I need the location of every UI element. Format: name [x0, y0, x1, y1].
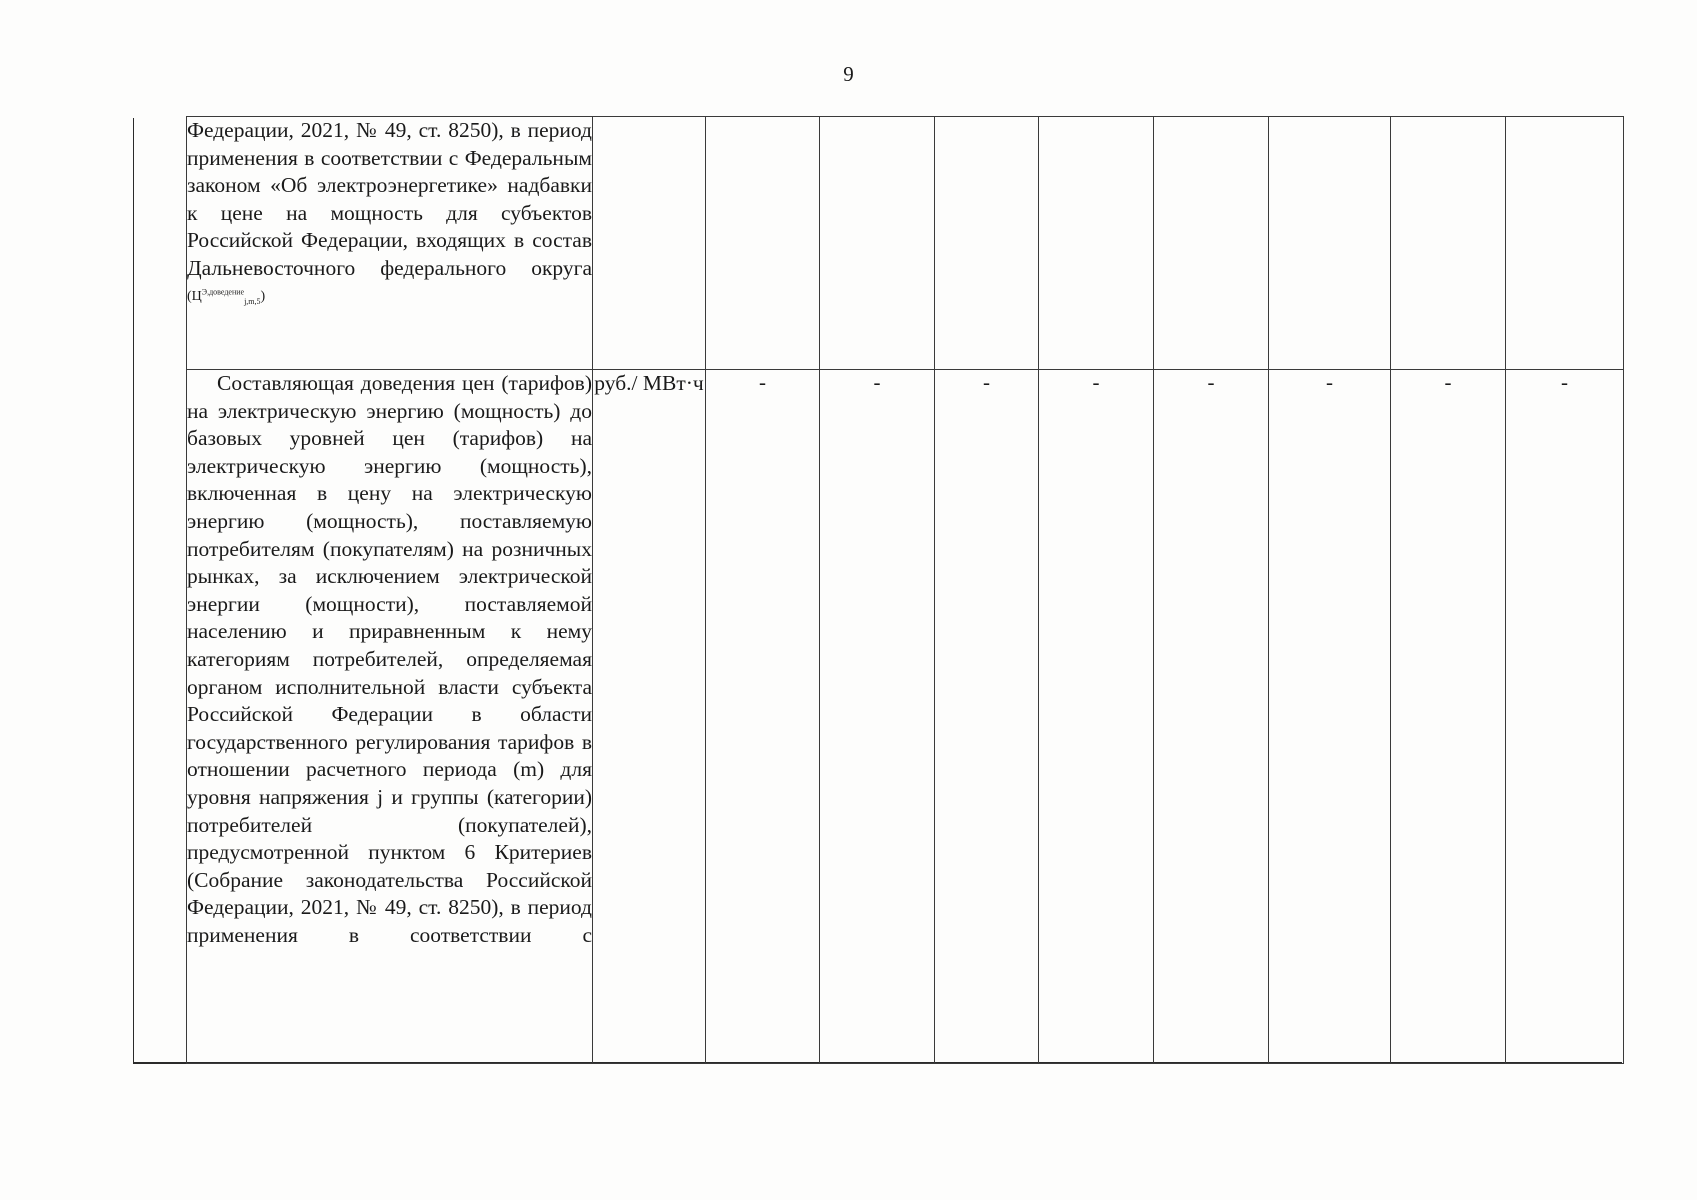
row-description: Федерации, 2021, № 49, ст. 8250), в период применения в соответствии с Федеральным законом «Об электроэнергетике» надбавки к цене на мощность для субъектов Российской Федерации, входящих в состав Дальневосточного федерального округа	[187, 118, 592, 280]
tariff-table	[186, 116, 1624, 1064]
row-description: Составляющая доведения цен (тарифов) на электрическую энергию (мощность) до базовых уровней цен (тарифов) на электрическую энергию (мощность), включенная в цену на электрическую энергию (мощность), поставляемую потребителям (покупателям) на розничных рынках, за исключением электрической энергии (мощности), поставляемой населению и приравненным к нему категориям потребителей, определяемая органом исполнительной власти субъекта Российской Федерации в области государственного регулирования тарифов в отношении расчетного периода (m) для уровня напряжения j и группы (категории) потребителей (покупателей), предусмотренной пунктом 6 Критериев (Собрание законодательства Российской Федерации, 2021, № 49, ст. 8250), в период применения в соответствии с	[187, 371, 592, 947]
value-cell	[1506, 117, 1624, 370]
page-number: 9	[843, 62, 854, 86]
row-description-cell	[187, 117, 593, 370]
row-description-cell	[187, 370, 593, 1064]
value-cell	[1391, 117, 1506, 370]
value-cell	[1039, 117, 1154, 370]
value-cell: -	[1269, 370, 1391, 1064]
value-cell: -	[935, 370, 1039, 1064]
table-left-border	[133, 118, 134, 1063]
value-cell: -	[1506, 370, 1624, 1064]
value-cell: -	[706, 370, 820, 1064]
unit-cell: руб./ МВт·ч	[593, 370, 706, 1064]
formula-symbol: $(Ц^{Э,доведение}_{j,m,5})$	[187, 286, 266, 306]
value-cell	[935, 117, 1039, 370]
value-cell: -	[820, 370, 935, 1064]
value-cell: -	[1154, 370, 1269, 1064]
value-cell: -	[1039, 370, 1154, 1064]
value-cell	[1154, 117, 1269, 370]
table-row	[187, 117, 1624, 370]
unit-cell	[593, 117, 706, 370]
value-cell: -	[1391, 370, 1506, 1064]
table-row	[187, 370, 1624, 1064]
value-cell	[706, 117, 820, 370]
value-cell	[1269, 117, 1391, 370]
value-cell	[820, 117, 935, 370]
